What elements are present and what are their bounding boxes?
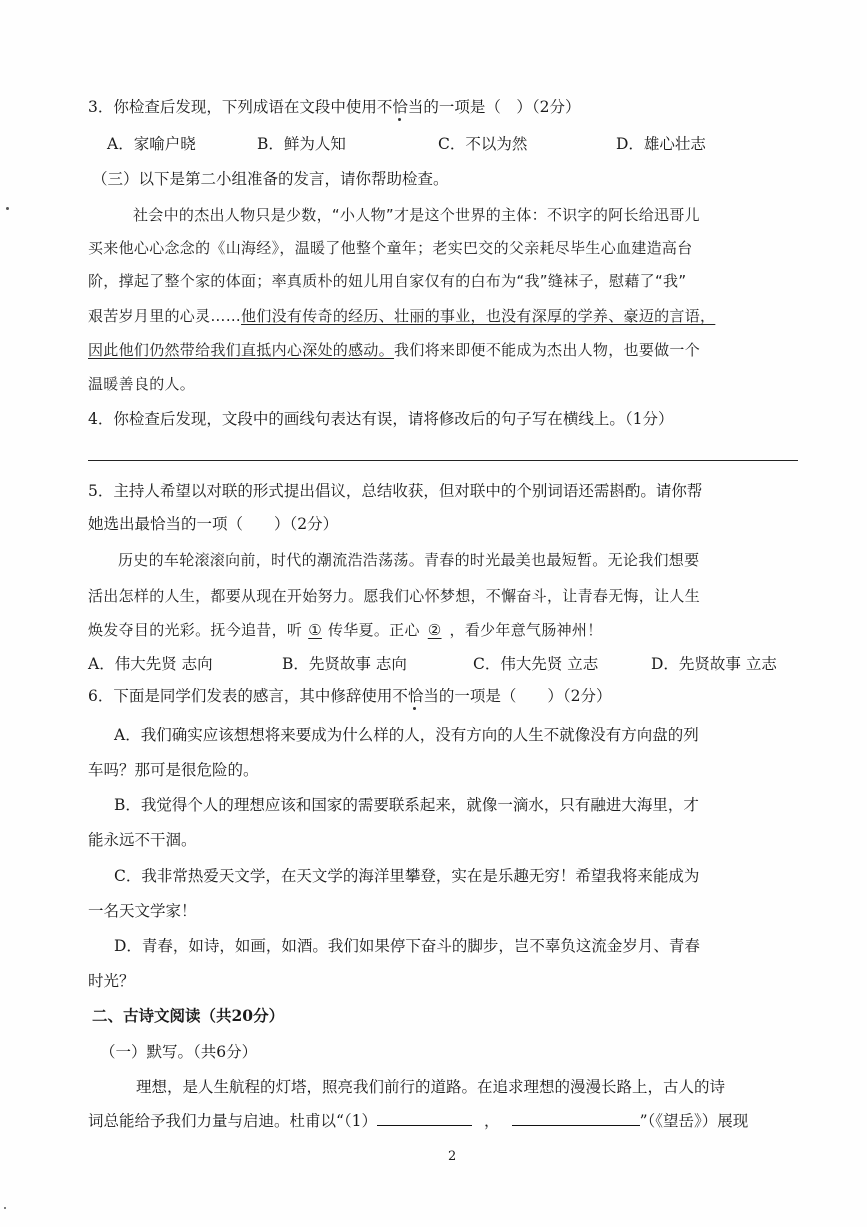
passage-line-3: 阶，撑起了整个家的体面；率真质朴的妞儿用自家仅有的白布为“我”缝袜子，慰藉了“我”	[88, 272, 687, 290]
question-4-stem: 4．你检查后发现，文段中的画线句表达有误，请将修改后的句子写在横线上。（1分）	[88, 410, 674, 428]
scan-speck	[4, 1207, 6, 1209]
q6-option-d-2: 时光？	[88, 972, 135, 990]
couplet-para-3: 焕发夺目的光彩。抚今追昔，听 ① 传华夏。正心 ② ，看少年意气肠神州！	[88, 621, 603, 639]
q3-option-c: C．不以为然	[438, 135, 528, 153]
part-2-subtitle: （一）默写。（共6分）	[100, 1043, 258, 1061]
q5-option-a: A．伟大先贤 志向	[88, 655, 213, 673]
scan-speck	[6, 207, 9, 210]
q3-option-b: B．鲜为人知	[257, 135, 346, 153]
page-number: 2	[448, 1149, 457, 1164]
part-2-para-2: 词总能给予我们力量与启迪。杜甫以“（1） ， ”（《望岳》）展现	[88, 1112, 749, 1130]
passage-line-5: 因此他们仍然带给我们直抵内心深处的感动。我们将来即便不能成为杰出人物，也要做一个	[88, 341, 701, 359]
fill-blank-1[interactable]	[377, 1111, 472, 1126]
blank-1: ①	[308, 621, 322, 639]
q6-option-b-2: 能永远不干涸。	[88, 831, 197, 849]
q5-option-d: D．先贤故事 立志	[651, 655, 777, 673]
underlined-sentence-part2: 因此他们仍然带给我们直抵内心深处的感动。	[88, 341, 395, 359]
part-2-title: 二、古诗文阅读（共20分）	[92, 1006, 285, 1025]
q6-option-a-1: A．我们确实应该想想将来要成为什么样的人，没有方向的人生不就像没有方向盘的列	[114, 726, 699, 744]
blank-2: ②	[427, 621, 442, 639]
q3-option-d: D．雄心壮志	[616, 135, 706, 153]
question-5-stem-1: 5．主持人希望以对联的形式提出倡议，总结收获，但对联中的个别词语还需斟酌。请你帮	[88, 482, 703, 500]
q6-option-a-2: 车吗？那可是很危险的。	[88, 761, 259, 779]
q3-option-a: A．家喻户晓	[107, 135, 196, 153]
passage-line-6: 温暖善良的人。	[88, 375, 196, 393]
passage-line-1: 社会中的杰出人物只是少数，“小人物”才是这个世界的主体：不识字的阿长给迅哥儿	[133, 206, 700, 224]
q6-option-d-1: D．青春，如诗，如画，如酒。我们如果停下奋斗的脚步，岂不辜负这流金岁月、青春	[114, 937, 700, 955]
answer-line[interactable]	[88, 460, 798, 461]
fill-blank-2[interactable]	[512, 1111, 640, 1126]
q6-option-c-1: C．我非常热爱天文学，在天文学的海洋里攀登，实在是乐趣无穷！希望我将来能成为	[114, 867, 700, 885]
couplet-para-2: 活出怎样的人生，都要从现在开始努力。愿我们心怀梦想，不懈奋斗，让青春无悔，让人生	[88, 587, 701, 605]
q5-option-b: B．先贤故事 志向	[282, 655, 407, 673]
section-3-title: （三）以下是第二小组准备的发言，请你帮助检查。	[92, 170, 449, 188]
question-6-stem: 6．下面是同学们发表的感言，其中修辞使用不恰当的一项是（ ）（2分）	[88, 687, 612, 705]
question-5-stem-2: 她选出最恰当的一项（ ）（2分）	[88, 515, 339, 533]
couplet-para-1: 历史的车轮滚滚向前，时代的潮流浩浩荡荡。青春的时光最美也最短暂。无论我们想要	[118, 551, 700, 569]
q6-option-c-2: 一名天文学家！	[88, 902, 197, 920]
question-3-stem: 3．你检查后发现，下列成语在文段中使用不恰当的一项是（ ）（2分）	[88, 98, 581, 116]
q5-option-c: C．伟大先贤 立志	[473, 655, 599, 673]
passage-line-2: 买来他心心念念的《山海经》，温暖了他整个童年；老实巴交的父亲耗尽毕生心血建造高台	[88, 239, 693, 257]
passage-line-4: 艰苦岁月里的心灵……他们没有传奇的经历、壮丽的事业，也没有深厚的学养、豪迈的言语，	[88, 307, 716, 325]
underlined-sentence-part1: 他们没有传奇的经历、壮丽的事业，也没有深厚的学养、豪迈的言语，	[241, 307, 716, 325]
part-2-para-1: 理想，是人生航程的灯塔，照亮我们前行的道路。在追求理想的漫漫长路上，古人的诗	[136, 1078, 726, 1096]
q6-option-b-1: B．我觉得个人的理想应该和国家的需要联系起来，就像一滴水，只有融进大海里，才	[114, 796, 699, 814]
